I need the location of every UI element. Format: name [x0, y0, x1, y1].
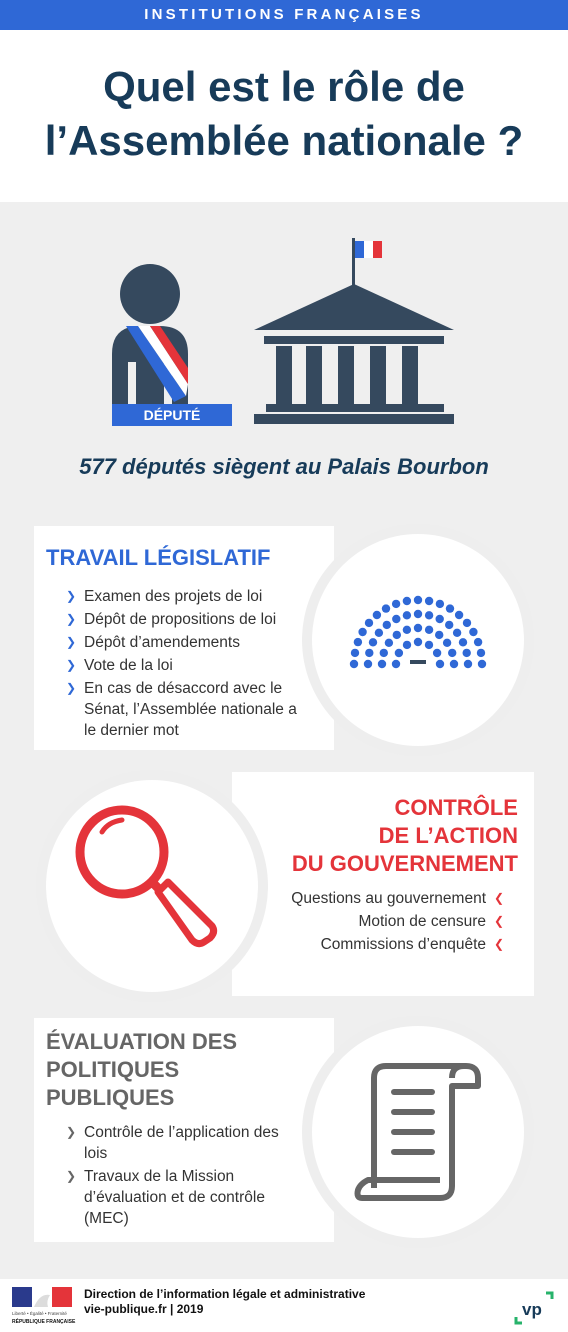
- hemicycle-seat: [463, 649, 471, 657]
- controle-title: [232, 794, 518, 878]
- list-item: ❯ Travaux de la Mission d’évaluation et de contrôle (MEC): [66, 1168, 265, 1227]
- hemicycle-seat: [350, 660, 358, 668]
- tribune: [410, 660, 426, 664]
- hemicycle-seat: [455, 611, 463, 619]
- legislatif-list: [66, 586, 306, 743]
- hemicycle-seat: [375, 629, 383, 637]
- hemicycle-seat: [436, 600, 444, 608]
- palais-bourbon-icon: [254, 238, 454, 424]
- hemicycle-seat: [443, 639, 451, 647]
- hemicycle-seat: [445, 621, 453, 629]
- vie-publique-logo: [514, 1291, 554, 1325]
- evaluation-title-line-2: POLITIQUES: [46, 1057, 180, 1082]
- list-item: ❯ Vote de la loi: [66, 657, 173, 674]
- hemicycle-seat: [425, 611, 433, 619]
- hemicycle-seat: [383, 621, 391, 629]
- footer-credits: [84, 1287, 365, 1317]
- list-item: ❯ Dépôt de propositions de loi: [66, 611, 277, 628]
- controle-list: [256, 888, 504, 957]
- hemicycle-seat: [380, 649, 388, 657]
- hemicycle-seat: [393, 631, 401, 639]
- magnifier-icon: [46, 780, 258, 992]
- chevron-right-icon: ❯: [66, 589, 77, 603]
- chevron-left-icon: ❮: [493, 937, 504, 951]
- hemicycle-seat: [403, 626, 411, 634]
- chevron-right-icon: ❯: [66, 612, 77, 626]
- evaluation-title-line-3: PUBLIQUES: [46, 1085, 175, 1110]
- hemicycle-seat: [382, 604, 390, 612]
- hemicycle-seat: [403, 641, 411, 649]
- depute-label: DÉPUTÉ: [143, 407, 201, 423]
- hemicycle-seat: [414, 610, 422, 618]
- evaluation-list: [66, 1122, 286, 1231]
- hemicycle-seat: [365, 619, 373, 627]
- hemicycle-seat: [436, 615, 444, 623]
- svg-text:Liberté • Égalité • Fraternité: Liberté • Égalité • Fraternité: [12, 1311, 67, 1316]
- hemicycle-seat: [436, 660, 444, 668]
- hemicycle-seat: [351, 649, 359, 657]
- hemicycle-seat: [433, 649, 441, 657]
- hemicycle-seat: [469, 628, 477, 636]
- deputy-icon: [112, 264, 188, 408]
- hemicycle-seat: [425, 626, 433, 634]
- controle-title-line-3: DU GOUVERNEMENT: [291, 851, 518, 876]
- list-item: Motion de censure ❮: [358, 913, 504, 930]
- hemicycle-seat: [446, 604, 454, 612]
- svg-text:RÉPUBLIQUE FRANÇAISE: RÉPUBLIQUE FRANÇAISE: [12, 1319, 76, 1325]
- hemicycle-seat: [392, 600, 400, 608]
- hemicycle-seat: [364, 660, 372, 668]
- chevron-left-icon: ❮: [493, 891, 504, 905]
- hemicycle-seat: [477, 649, 485, 657]
- hemicycle-seat: [365, 649, 373, 657]
- evaluation-title-line-1: ÉVALUATION DES: [46, 1029, 238, 1054]
- hemicycle-seat: [373, 611, 381, 619]
- hemicycle-seat: [414, 624, 422, 632]
- deputes-count-text: 577 députés siègent au Palais Bourbon: [79, 454, 489, 479]
- svg-text:vp: vp: [522, 1300, 542, 1319]
- hemicycle-seat: [395, 649, 403, 657]
- evaluation-title: [46, 1028, 306, 1112]
- hemicycle-icon: [312, 534, 524, 746]
- page-title: [0, 60, 568, 168]
- legislatif-ring: [312, 534, 524, 746]
- chevron-right-icon: ❯: [66, 635, 77, 649]
- french-flag-icon: [355, 241, 364, 258]
- hemicycle-seat: [474, 638, 482, 646]
- hemicycle-seat: [354, 638, 362, 646]
- hemicycle-seat: [453, 629, 461, 637]
- list-item: ❯ Dépôt d’amendements: [66, 634, 240, 651]
- hemicycle-seat: [435, 631, 443, 639]
- chevron-right-icon: ❯: [66, 681, 77, 695]
- evaluation-ring: [312, 1026, 524, 1238]
- controle-title-line-2: DE L’ACTION: [378, 823, 518, 848]
- hemicycle-seat: [459, 638, 467, 646]
- hemicycle-seat: [414, 596, 422, 604]
- hemicycle-seat: [425, 597, 433, 605]
- hemicycle-seat: [358, 628, 366, 636]
- list-item: ❯ Contrôle de l’application des lois: [66, 1124, 279, 1162]
- hemicycle-seat: [392, 660, 400, 668]
- title-line-1: Quel est le rôle de: [103, 63, 465, 110]
- legislatif-title: TRAVAIL LÉGISLATIF: [46, 545, 271, 570]
- hemicycle-seat: [464, 660, 472, 668]
- hemicycle-seat: [403, 597, 411, 605]
- scroll-document-icon: [312, 1026, 524, 1238]
- hemicycle-seat: [478, 660, 486, 668]
- hemicycle-seat: [463, 619, 471, 627]
- hero-icons: [104, 232, 464, 432]
- hemicycle-seat: [403, 611, 411, 619]
- top-banner: INSTITUTIONS FRANÇAISES: [0, 0, 568, 30]
- chevron-right-icon: ❯: [66, 658, 77, 672]
- controle-title-line-1: CONTRÔLE: [394, 795, 518, 820]
- hemicycle-seat: [392, 615, 400, 623]
- chevron-left-icon: ❮: [493, 914, 504, 928]
- list-item: Questions au gouvernement ❮: [291, 890, 504, 907]
- republique-francaise-logo: [12, 1287, 82, 1327]
- hemicycle-seat: [450, 660, 458, 668]
- footer-line-2: vie-publique.fr | 2019: [84, 1302, 204, 1316]
- hemicycle-seat: [369, 638, 377, 646]
- list-item: Commissions d’enquête ❮: [320, 936, 504, 953]
- hemicycle-seat: [425, 641, 433, 649]
- hemicycle-seat: [378, 660, 386, 668]
- list-item: ❯ En cas de désaccord avec le Sénat, l’Assemblée nationale a le dernier mot: [66, 680, 297, 739]
- footer-line-1: Direction de l’information légale et administrative: [84, 1287, 366, 1301]
- chevron-right-icon: ❯: [66, 1169, 77, 1183]
- hemicycle-seat: [414, 638, 422, 646]
- controle-ring: [46, 780, 258, 992]
- hemicycle-seat: [385, 639, 393, 647]
- list-item: ❯ Examen des projets de loi: [66, 588, 263, 605]
- chevron-right-icon: ❯: [66, 1125, 77, 1139]
- hemicycle-seat: [448, 649, 456, 657]
- title-line-2: l’Assemblée nationale ?: [44, 117, 524, 164]
